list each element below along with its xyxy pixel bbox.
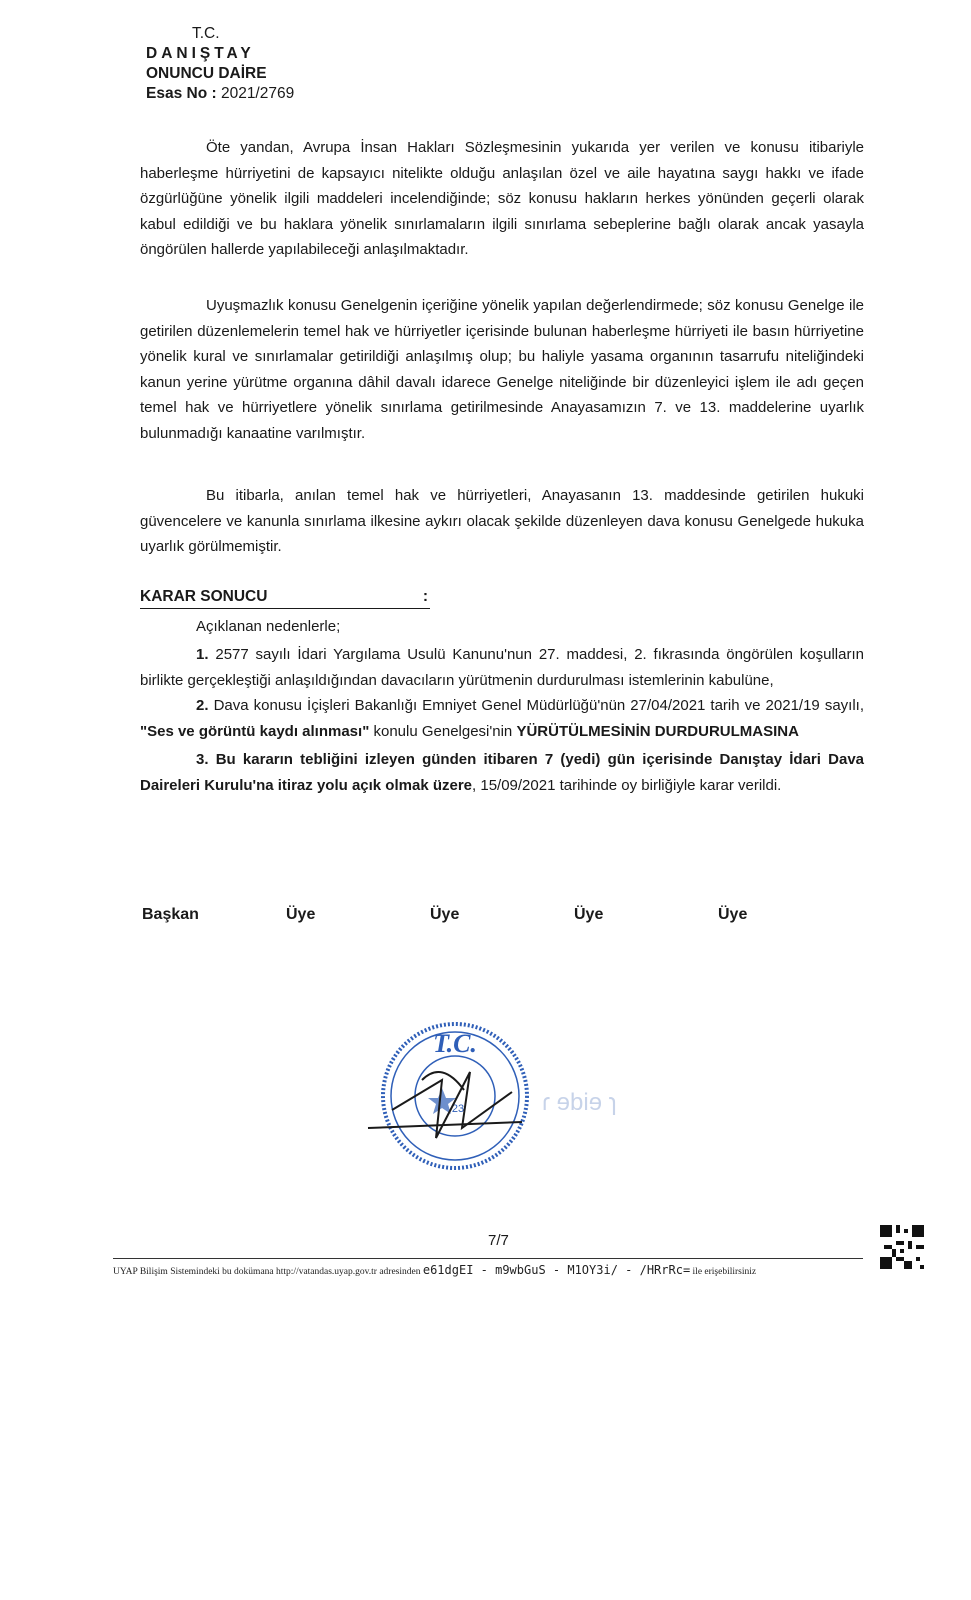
footer-text-b: ile erişebilirsiniz: [692, 1267, 757, 1277]
karar-title: KARAR SONUCU: [140, 588, 268, 605]
header-chamber: ONUNCU DAİRE: [146, 65, 267, 82]
footer-uyap: [113, 1263, 873, 1277]
footer-divider: [113, 1258, 863, 1259]
header-esas: [146, 84, 294, 104]
paragraph-text: Bu itibarla, anılan temel hak ve hürriyetleri, Anayasanın 13. maddesinde getirilen hukuki güvencelere ve kanunla sınırlama ilkesine aykırı olacak şekilde düzenleyen dava konusu Genelgede hukuka uyarlık görülmemiştir.: [140, 487, 864, 555]
page-number: 7/7: [488, 1232, 509, 1249]
signature-baskan: Başkan: [142, 906, 199, 923]
signature-uye-4: Üye: [718, 906, 748, 923]
item-number: 1.: [196, 646, 209, 663]
signature-uye-2: Üye: [430, 906, 460, 923]
footer-text-a: UYAP Bilişim Sistemindeki bu dokümana http://vatandas.uyap.gov.tr adresinden: [113, 1267, 421, 1277]
esas-label: Esas No :: [146, 85, 217, 102]
signature-uye-3: Üye: [574, 906, 604, 923]
seal-number: 23: [451, 1103, 465, 1115]
header-court: DANIŞTAY: [146, 45, 255, 62]
item-text: Dava konusu İçişleri Bakanlığı Emniyet Genel Müdürlüğü'nün 27/04/2021 tarih ve 2021/19 sayılı,: [208, 697, 864, 714]
paragraph-1: [140, 135, 864, 263]
karar-sonucu-heading: [140, 588, 430, 609]
item-text: konulu Genelgesi'nin: [369, 722, 517, 740]
seal-tc: T.C.: [433, 1029, 477, 1058]
item-quote: "Ses ve görüntü kaydı alınması": [140, 722, 370, 740]
signature-uye-1: Üye: [286, 906, 316, 923]
document-header: [146, 24, 294, 104]
karar-colon: :: [422, 588, 428, 605]
footer-code: e61dgEI - m9wbGuS - M1OY3i/ - /HRrRc=: [422, 1263, 691, 1277]
item-text: , 15/09/2021 tarihinde oy birliğiyle karar verildi.: [472, 776, 782, 794]
item-number: 2.: [196, 697, 209, 714]
karar-item-3: [140, 747, 864, 798]
paragraph-text: Uyuşmazlık konusu Genelgenin içeriğine yönelik yapılan değerlendirmede; söz konusu Genelge ile getirilen düzenlemelerin temel hak ve hürriyetler içerisinde bulunan haberleşme hürriyeti ile basın hürriyetine yönelik kural ve sınırlamalar getirildiği anlaşılmış olup; bu haliyle yasama organının tasarrufu niteliğindeki kanun yerine yürütme organına dâhil davalı idarece Genelge niteliğinde bir düzenleyici işlem ile adı geçen temel hak ve hürriyetlere yönelik sınırlama getirilmesinde Anayasamızın 7. ve 13. maddelerine uyarlık bulunmadığı kanaatine varılmıştır.: [140, 297, 864, 442]
item-text: 2577 sayılı İdari Yargılama Usulü Kanunu'nun 27. maddesi, 2. fıkrasında öngörülen koşulların birlikte gerçekleştiği anlaşıldığından davacıların yürütmenin durdurulması istemlerinin kabulüne,: [140, 646, 864, 689]
item-decision: YÜRÜTÜLMESİNİN DURDURULMASINA: [516, 722, 799, 740]
qr-code-icon: [880, 1225, 924, 1269]
esas-value: 2021/2769: [220, 85, 295, 102]
paragraph-text: Öte yandan, Avrupa İnsan Hakları Sözleşmesinin yukarıda yer verilen ve konusu itibariyle haberleşme hürriyetini de kapsayıcı nitelikte olduğu anlaşılan özel ve aile hayatına saygı hakkı ve ifade özgürlüğüne yönelik ilgili maddeleri incelendiğinde; söz konusu hakların herkes yönünden geçerli olarak kabul edildiği ve bu haklara yönelik sınırlamaların ilgili sınırlama sebeplerine bağlı olarak ancak yasayla öngörülen hallerde yapılabileceği anlaşılmaktadır.: [140, 139, 864, 258]
official-seal-icon: [352, 1010, 622, 1180]
paragraph-3: [140, 483, 864, 560]
karar-intro: Açıklanan nedenlerle;: [196, 618, 341, 635]
paragraph-2: [140, 293, 864, 446]
item-bold-text: 3. Bu kararın tebliğini izleyen günden itibaren 7 (yedi) gün içerisinde Danıştay İdari Dava Daireleri Kurulu'na itiraz yolu açık olmak üzere: [140, 751, 864, 794]
karar-items: [140, 642, 864, 798]
header-tc: T.C.: [192, 25, 220, 42]
svg-text:ɾ ɘbiɘ ɿ: ɾ ɘbiɘ ɿ: [542, 1089, 617, 1116]
karar-item-1: [140, 642, 864, 693]
karar-item-2: [140, 693, 864, 744]
